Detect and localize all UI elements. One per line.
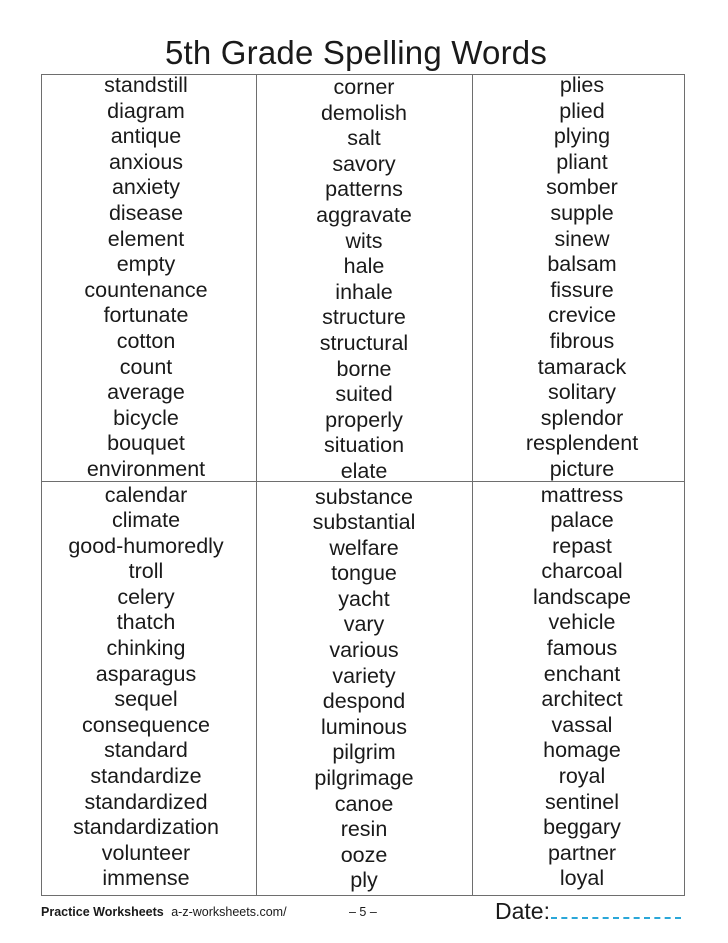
spelling-word: vary bbox=[343, 612, 385, 637]
spelling-word: situation bbox=[323, 433, 405, 458]
spelling-word: borne bbox=[336, 356, 392, 381]
spelling-word: partner bbox=[547, 840, 617, 865]
spelling-word: standard bbox=[104, 738, 188, 763]
footer-credit bbox=[41, 904, 287, 920]
spelling-word: average bbox=[107, 380, 185, 405]
spelling-word: solitary bbox=[547, 380, 617, 405]
spelling-word: vassal bbox=[551, 712, 613, 737]
spelling-word: loyal bbox=[559, 866, 605, 891]
spelling-word: substance bbox=[314, 484, 413, 509]
spelling-word: supple bbox=[550, 200, 614, 225]
spelling-word: properly bbox=[325, 407, 403, 432]
spelling-word: empty bbox=[116, 252, 176, 277]
spelling-word: splendor bbox=[540, 405, 624, 430]
spelling-word: famous bbox=[546, 636, 618, 661]
date-field bbox=[495, 897, 681, 924]
spelling-word: sinew bbox=[554, 226, 610, 251]
spelling-word: element bbox=[107, 226, 185, 251]
spelling-word: tongue bbox=[331, 561, 397, 586]
spelling-word: standstill bbox=[104, 73, 188, 97]
spelling-word: chinking bbox=[106, 636, 186, 661]
spelling-word: elate bbox=[340, 458, 388, 483]
spelling-word: beggary bbox=[543, 815, 621, 840]
spelling-word: picture bbox=[549, 456, 615, 481]
spelling-word: countenance bbox=[84, 277, 208, 302]
spelling-word: resplendent bbox=[525, 431, 639, 456]
spelling-word: repast bbox=[552, 533, 612, 558]
spelling-word: pilgrimage bbox=[314, 766, 414, 791]
date-label: Date: bbox=[495, 898, 550, 924]
column-divider bbox=[472, 75, 473, 895]
spelling-word: cotton bbox=[116, 328, 176, 353]
word-column-2 bbox=[266, 75, 462, 894]
spelling-word: standardize bbox=[90, 764, 202, 789]
spelling-word: plied bbox=[559, 98, 605, 123]
spelling-word: ply bbox=[350, 868, 378, 893]
spelling-word: royal bbox=[558, 764, 606, 789]
spelling-word: patterns bbox=[325, 177, 403, 202]
spelling-word: sequel bbox=[114, 687, 178, 712]
spelling-word: corner bbox=[333, 75, 395, 99]
spelling-word: architect bbox=[541, 687, 623, 712]
spelling-word: savory bbox=[332, 151, 396, 176]
spelling-word: sentinel bbox=[544, 789, 620, 814]
spelling-word: plies bbox=[559, 73, 605, 97]
spelling-word: despond bbox=[322, 689, 406, 714]
spelling-word: standardization bbox=[73, 815, 219, 840]
column-divider bbox=[256, 75, 257, 895]
spelling-word: welfare bbox=[329, 535, 399, 560]
spelling-word: enchant bbox=[543, 661, 621, 686]
spelling-word: environment bbox=[86, 456, 206, 481]
spelling-word: structural bbox=[319, 330, 409, 355]
spelling-word: homage bbox=[543, 738, 621, 763]
spelling-word: good-humoredly bbox=[68, 533, 224, 558]
word-column-1 bbox=[46, 73, 246, 892]
spelling-word: demolish bbox=[320, 100, 408, 125]
spelling-word: fibrous bbox=[549, 328, 615, 353]
spelling-word: disease bbox=[108, 200, 184, 225]
spelling-word: immense bbox=[102, 866, 190, 891]
spelling-word: pliant bbox=[556, 149, 608, 174]
spelling-word: thatch bbox=[116, 610, 176, 635]
date-blank-line bbox=[551, 897, 681, 919]
spelling-word: wits bbox=[345, 228, 383, 253]
spelling-word: fissure bbox=[550, 277, 614, 302]
spelling-word: crevice bbox=[547, 303, 617, 328]
spelling-word: calendar bbox=[104, 482, 188, 507]
spelling-word: standardized bbox=[84, 789, 208, 814]
spelling-word: balsam bbox=[547, 252, 617, 277]
spelling-word: salt bbox=[347, 126, 381, 151]
spelling-word: celery bbox=[117, 584, 175, 609]
spelling-word: canoe bbox=[334, 791, 394, 816]
spelling-word: palace bbox=[550, 508, 614, 533]
spelling-word: fortunate bbox=[103, 303, 189, 328]
spelling-word: vehicle bbox=[548, 610, 616, 635]
spelling-word: diagram bbox=[107, 98, 185, 123]
spelling-word: resin bbox=[340, 817, 388, 842]
spelling-word: luminous bbox=[320, 714, 408, 739]
spelling-word: climate bbox=[111, 508, 181, 533]
page-number: – 5 – bbox=[349, 905, 377, 919]
spelling-word: anxiety bbox=[111, 175, 181, 200]
spelling-word: antique bbox=[110, 124, 182, 149]
spelling-word: bicycle bbox=[113, 405, 179, 430]
spelling-word: somber bbox=[546, 175, 618, 200]
spelling-word: anxious bbox=[108, 149, 184, 174]
spelling-word: aggravate bbox=[316, 202, 412, 227]
footer-site: a-z-worksheets.com/ bbox=[171, 905, 287, 919]
spelling-word: substantial bbox=[312, 510, 416, 535]
spelling-word: count bbox=[119, 354, 173, 379]
spelling-word: pilgrim bbox=[332, 740, 396, 765]
spelling-word: plying bbox=[553, 124, 611, 149]
spelling-word: variety bbox=[332, 663, 396, 688]
spelling-word: asparagus bbox=[95, 661, 197, 686]
spelling-word: various bbox=[329, 638, 399, 663]
spelling-word: landscape bbox=[532, 584, 632, 609]
spelling-word: troll bbox=[128, 559, 164, 584]
page-title: 5th Grade Spelling Words bbox=[164, 34, 548, 71]
spelling-word: consequence bbox=[82, 712, 210, 737]
spelling-word: bouquet bbox=[107, 431, 185, 456]
spelling-word: suited bbox=[335, 382, 393, 407]
word-column-3 bbox=[482, 73, 682, 892]
spelling-word: yacht bbox=[338, 586, 390, 611]
spelling-word: volunteer bbox=[101, 840, 191, 865]
spelling-word: hale bbox=[343, 254, 385, 279]
spelling-word: mattress bbox=[540, 482, 624, 507]
spelling-word: tamarack bbox=[537, 354, 627, 379]
spelling-word: ooze bbox=[340, 842, 388, 867]
spelling-word: structure bbox=[322, 305, 406, 330]
footer-brand: Practice Worksheets bbox=[41, 905, 164, 919]
spelling-word: inhale bbox=[335, 279, 393, 304]
spelling-word: charcoal bbox=[541, 559, 623, 584]
